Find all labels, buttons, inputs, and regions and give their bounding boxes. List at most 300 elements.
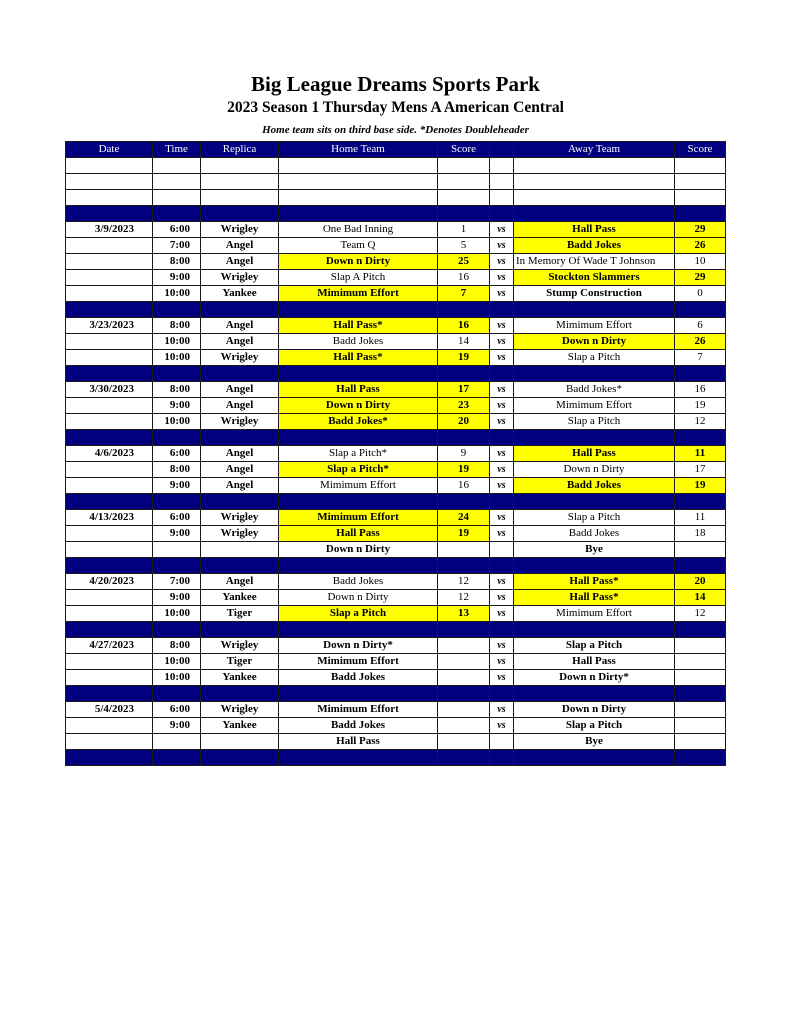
separator-cell (279, 302, 438, 318)
replica-cell: Wrigley (201, 350, 279, 366)
separator-cell (153, 622, 201, 638)
home-score-cell: 23 (438, 398, 490, 414)
away-score-cell: 26 (675, 238, 726, 254)
table-row (66, 574, 726, 590)
table-row (66, 478, 726, 494)
vs-cell: vs (490, 654, 514, 670)
separator-row (66, 430, 726, 446)
away-team-cell (514, 174, 675, 190)
separator-cell (279, 366, 438, 382)
vs-cell (490, 542, 514, 558)
vs-cell: vs (490, 254, 514, 270)
away-team-cell (514, 158, 675, 174)
date-cell (66, 334, 153, 350)
separator-cell (490, 206, 514, 222)
separator-cell (438, 494, 490, 510)
vs-cell: vs (490, 670, 514, 686)
separator-cell (438, 206, 490, 222)
separator-cell (514, 206, 675, 222)
replica-cell: Tiger (201, 654, 279, 670)
date-cell (66, 350, 153, 366)
separator-cell (153, 686, 201, 702)
date-cell: 3/23/2023 (66, 318, 153, 334)
away-team-cell: Slap a Pitch (514, 414, 675, 430)
time-cell: 10:00 (153, 334, 201, 350)
separator-cell (279, 558, 438, 574)
table-row (66, 606, 726, 622)
vs-cell: vs (490, 334, 514, 350)
separator-cell (66, 430, 153, 446)
separator-cell (490, 366, 514, 382)
separator-cell (675, 558, 726, 574)
replica-cell: Angel (201, 574, 279, 590)
separator-cell (201, 366, 279, 382)
home-team-cell: Badd Jokes (279, 334, 438, 350)
separator-cell (201, 686, 279, 702)
separator-cell (201, 750, 279, 766)
separator-cell (438, 366, 490, 382)
home-score-cell: 1 (438, 222, 490, 238)
separator-cell (66, 622, 153, 638)
separator-cell (514, 366, 675, 382)
home-team-cell: Badd Jokes (279, 670, 438, 686)
time-cell: 9:00 (153, 526, 201, 542)
separator-cell (490, 430, 514, 446)
home-score-cell: 12 (438, 574, 490, 590)
separator-cell (279, 494, 438, 510)
away-score-cell: 7 (675, 350, 726, 366)
separator-cell (438, 686, 490, 702)
date-cell: 5/4/2023 (66, 702, 153, 718)
time-cell: 9:00 (153, 590, 201, 606)
schedule-table (65, 141, 726, 766)
home-team-cell: Badd Jokes (279, 574, 438, 590)
date-cell: 4/6/2023 (66, 446, 153, 462)
separator-cell (153, 494, 201, 510)
home-team-cell: Mimimum Effort (279, 654, 438, 670)
vs-cell: vs (490, 350, 514, 366)
time-cell: 8:00 (153, 462, 201, 478)
replica-cell: Wrigley (201, 414, 279, 430)
replica-cell: Angel (201, 398, 279, 414)
time-cell: 8:00 (153, 318, 201, 334)
separator-cell (675, 494, 726, 510)
away-team-cell: Slap a Pitch (514, 718, 675, 734)
home-score-cell: 19 (438, 350, 490, 366)
away-score-cell: 12 (675, 606, 726, 622)
time-cell: 8:00 (153, 638, 201, 654)
separator-cell (66, 206, 153, 222)
home-score-cell (438, 734, 490, 750)
separator-cell (490, 302, 514, 318)
replica-cell: Angel (201, 238, 279, 254)
schedule-note: Home team sits on third base side. *Denotes Doubleheader (262, 124, 529, 136)
home-score-cell: 16 (438, 478, 490, 494)
date-cell (66, 590, 153, 606)
table-row (66, 382, 726, 398)
vs-cell: vs (490, 606, 514, 622)
separator-cell (675, 622, 726, 638)
home-score-cell (438, 542, 490, 558)
replica-cell: Angel (201, 446, 279, 462)
vs-cell: vs (490, 638, 514, 654)
vs-cell: vs (490, 286, 514, 302)
away-team-cell: Mimimum Effort (514, 318, 675, 334)
separator-row (66, 750, 726, 766)
home-team-cell: Hall Pass (279, 734, 438, 750)
home-score-cell (438, 190, 490, 206)
date-cell (66, 718, 153, 734)
table-row (66, 510, 726, 526)
replica-cell: Wrigley (201, 638, 279, 654)
date-cell: 4/13/2023 (66, 510, 153, 526)
away-score-cell: 26 (675, 334, 726, 350)
home-team-cell: Hall Pass (279, 526, 438, 542)
table-row (66, 526, 726, 542)
away-team-cell: Down n Dirty (514, 702, 675, 718)
separator-cell (514, 686, 675, 702)
away-score-cell: 29 (675, 222, 726, 238)
away-score-cell: 17 (675, 462, 726, 478)
col-header-away-score: Score (675, 142, 726, 158)
separator-cell (279, 750, 438, 766)
date-cell (66, 158, 153, 174)
home-score-cell: 17 (438, 382, 490, 398)
separator-cell (201, 558, 279, 574)
replica-cell: Angel (201, 318, 279, 334)
table-row (66, 174, 726, 190)
date-cell: 4/27/2023 (66, 638, 153, 654)
time-cell: 9:00 (153, 270, 201, 286)
replica-cell: Wrigley (201, 526, 279, 542)
separator-cell (153, 302, 201, 318)
away-score-cell: 11 (675, 446, 726, 462)
vs-cell: vs (490, 222, 514, 238)
separator-cell (66, 558, 153, 574)
away-score-cell (675, 542, 726, 558)
away-team-cell: Badd Jokes (514, 478, 675, 494)
away-team-cell: Slap a Pitch (514, 350, 675, 366)
time-cell: 10:00 (153, 606, 201, 622)
time-cell (153, 542, 201, 558)
home-score-cell: 13 (438, 606, 490, 622)
separator-row (66, 686, 726, 702)
separator-cell (514, 558, 675, 574)
table-row (66, 446, 726, 462)
table-header-row (66, 142, 726, 158)
date-cell (66, 670, 153, 686)
separator-cell (66, 494, 153, 510)
vs-cell: vs (490, 414, 514, 430)
away-team-cell: Stump Construction (514, 286, 675, 302)
table-row (66, 318, 726, 334)
away-score-cell: 20 (675, 574, 726, 590)
away-score-cell (675, 702, 726, 718)
date-cell (66, 190, 153, 206)
separator-cell (438, 558, 490, 574)
separator-cell (66, 750, 153, 766)
col-header-home-score: Score (438, 142, 490, 158)
separator-cell (514, 750, 675, 766)
replica-cell (201, 734, 279, 750)
table-row (66, 158, 726, 174)
separator-cell (490, 622, 514, 638)
away-team-cell: Down n Dirty (514, 334, 675, 350)
time-cell: 9:00 (153, 398, 201, 414)
home-team-cell: Down n Dirty (279, 254, 438, 270)
away-team-cell: Down n Dirty (514, 462, 675, 478)
away-score-cell (675, 670, 726, 686)
replica-cell (201, 542, 279, 558)
separator-cell (675, 430, 726, 446)
separator-cell (514, 622, 675, 638)
table-row (66, 462, 726, 478)
separator-cell (201, 622, 279, 638)
table-row (66, 654, 726, 670)
separator-cell (153, 750, 201, 766)
separator-cell (514, 302, 675, 318)
table-row (66, 286, 726, 302)
col-header-replica: Replica (201, 142, 279, 158)
time-cell: 10:00 (153, 670, 201, 686)
replica-cell: Wrigley (201, 270, 279, 286)
date-cell (66, 542, 153, 558)
away-team-cell: Slap a Pitch (514, 510, 675, 526)
away-score-cell: 10 (675, 254, 726, 270)
home-score-cell (438, 702, 490, 718)
home-team-cell: Down n Dirty (279, 398, 438, 414)
home-score-cell: 14 (438, 334, 490, 350)
table-row (66, 334, 726, 350)
home-team-cell: Team Q (279, 238, 438, 254)
time-cell: 6:00 (153, 222, 201, 238)
away-score-cell: 6 (675, 318, 726, 334)
page-title: Big League Dreams Sports Park (251, 72, 540, 96)
date-cell (66, 526, 153, 542)
home-score-cell: 20 (438, 414, 490, 430)
home-team-cell: Down n Dirty* (279, 638, 438, 654)
col-header-date: Date (66, 142, 153, 158)
home-team-cell: Mimimum Effort (279, 478, 438, 494)
home-team-cell: Down n Dirty (279, 590, 438, 606)
vs-cell: vs (490, 526, 514, 542)
away-score-cell: 18 (675, 526, 726, 542)
away-score-cell: 19 (675, 478, 726, 494)
home-team-cell: Mimimum Effort (279, 286, 438, 302)
table-row (66, 398, 726, 414)
time-cell: 7:00 (153, 238, 201, 254)
separator-cell (675, 302, 726, 318)
home-score-cell: 12 (438, 590, 490, 606)
vs-cell: vs (490, 462, 514, 478)
home-score-cell: 24 (438, 510, 490, 526)
away-team-cell: Badd Jokes (514, 238, 675, 254)
away-team-cell: Bye (514, 542, 675, 558)
away-score-cell (675, 158, 726, 174)
time-cell (153, 174, 201, 190)
separator-row (66, 366, 726, 382)
schedule-body (66, 158, 726, 766)
away-team-cell: Stockton Slammers (514, 270, 675, 286)
home-score-cell (438, 638, 490, 654)
replica-cell: Angel (201, 478, 279, 494)
vs-cell: vs (490, 238, 514, 254)
separator-cell (66, 302, 153, 318)
home-team-cell: Badd Jokes (279, 718, 438, 734)
table-row (66, 590, 726, 606)
vs-cell (490, 158, 514, 174)
away-team-cell (514, 190, 675, 206)
away-team-cell: Bye (514, 734, 675, 750)
separator-cell (514, 430, 675, 446)
separator-cell (490, 686, 514, 702)
away-score-cell: 12 (675, 414, 726, 430)
vs-cell: vs (490, 270, 514, 286)
away-team-cell: In Memory Of Wade T Johnson (514, 254, 675, 270)
table-row (66, 718, 726, 734)
time-cell: 10:00 (153, 350, 201, 366)
home-team-cell: Hall Pass (279, 382, 438, 398)
separator-cell (153, 206, 201, 222)
separator-row (66, 622, 726, 638)
vs-cell: vs (490, 478, 514, 494)
home-score-cell: 5 (438, 238, 490, 254)
home-team-cell: Down n Dirty (279, 542, 438, 558)
replica-cell: Wrigley (201, 510, 279, 526)
away-team-cell: Badd Jokes* (514, 382, 675, 398)
away-score-cell (675, 718, 726, 734)
home-score-cell: 7 (438, 286, 490, 302)
home-score-cell: 16 (438, 270, 490, 286)
home-score-cell (438, 654, 490, 670)
col-header-vs (490, 142, 514, 158)
replica-cell: Tiger (201, 606, 279, 622)
replica-cell: Yankee (201, 590, 279, 606)
time-cell: 8:00 (153, 254, 201, 270)
home-score-cell: 19 (438, 462, 490, 478)
away-team-cell: Hall Pass* (514, 590, 675, 606)
vs-cell: vs (490, 702, 514, 718)
home-score-cell: 9 (438, 446, 490, 462)
table-row (66, 414, 726, 430)
page-subtitle: 2023 Season 1 Thursday Mens A American Central (227, 99, 564, 116)
away-team-cell: Down n Dirty* (514, 670, 675, 686)
vs-cell: vs (490, 590, 514, 606)
home-team-cell: Slap a Pitch (279, 606, 438, 622)
vs-cell: vs (490, 382, 514, 398)
date-cell (66, 462, 153, 478)
replica-cell: Yankee (201, 286, 279, 302)
home-team-cell (279, 158, 438, 174)
separator-cell (153, 430, 201, 446)
separator-cell (279, 430, 438, 446)
home-score-cell (438, 718, 490, 734)
col-header-home-team: Home Team (279, 142, 438, 158)
separator-cell (490, 750, 514, 766)
away-team-cell: Hall Pass (514, 222, 675, 238)
date-cell (66, 270, 153, 286)
home-score-cell: 19 (438, 526, 490, 542)
replica-cell: Angel (201, 334, 279, 350)
vs-cell: vs (490, 510, 514, 526)
separator-cell (514, 494, 675, 510)
date-cell (66, 414, 153, 430)
replica-cell: Angel (201, 254, 279, 270)
away-score-cell: 16 (675, 382, 726, 398)
separator-row (66, 558, 726, 574)
away-score-cell: 14 (675, 590, 726, 606)
separator-cell (675, 686, 726, 702)
replica-cell: Wrigley (201, 702, 279, 718)
time-cell: 6:00 (153, 702, 201, 718)
date-cell (66, 286, 153, 302)
away-team-cell: Hall Pass* (514, 574, 675, 590)
time-cell: 6:00 (153, 510, 201, 526)
vs-cell: vs (490, 718, 514, 734)
vs-cell: vs (490, 318, 514, 334)
home-team-cell: One Bad Inning (279, 222, 438, 238)
home-team-cell (279, 174, 438, 190)
replica-cell: Yankee (201, 670, 279, 686)
date-cell: 4/20/2023 (66, 574, 153, 590)
replica-cell (201, 190, 279, 206)
vs-cell (490, 734, 514, 750)
table-row (66, 734, 726, 750)
home-team-cell: Mimimum Effort (279, 510, 438, 526)
table-row (66, 222, 726, 238)
away-score-cell: 11 (675, 510, 726, 526)
home-team-cell: Slap A Pitch (279, 270, 438, 286)
table-row (66, 238, 726, 254)
separator-cell (153, 366, 201, 382)
separator-cell (279, 686, 438, 702)
replica-cell: Angel (201, 382, 279, 398)
table-row (66, 670, 726, 686)
separator-cell (490, 494, 514, 510)
home-team-cell (279, 190, 438, 206)
home-team-cell: Slap a Pitch* (279, 462, 438, 478)
table-row (66, 702, 726, 718)
time-cell: 10:00 (153, 414, 201, 430)
separator-row (66, 494, 726, 510)
home-score-cell: 16 (438, 318, 490, 334)
home-team-cell: Hall Pass* (279, 350, 438, 366)
time-cell: 9:00 (153, 478, 201, 494)
replica-cell (201, 174, 279, 190)
table-row (66, 638, 726, 654)
away-team-cell: Mimimum Effort (514, 398, 675, 414)
away-score-cell: 0 (675, 286, 726, 302)
date-cell: 3/9/2023 (66, 222, 153, 238)
date-cell (66, 238, 153, 254)
home-score-cell: 25 (438, 254, 490, 270)
away-score-cell (675, 654, 726, 670)
separator-cell (279, 622, 438, 638)
away-team-cell: Hall Pass (514, 446, 675, 462)
col-header-time: Time (153, 142, 201, 158)
separator-cell (490, 558, 514, 574)
vs-cell: vs (490, 446, 514, 462)
away-team-cell: Slap a Pitch (514, 638, 675, 654)
date-cell: 3/30/2023 (66, 382, 153, 398)
time-cell: 7:00 (153, 574, 201, 590)
date-cell (66, 734, 153, 750)
home-team-cell: Badd Jokes* (279, 414, 438, 430)
home-team-cell: Hall Pass* (279, 318, 438, 334)
vs-cell: vs (490, 398, 514, 414)
separator-row (66, 302, 726, 318)
table-row (66, 190, 726, 206)
